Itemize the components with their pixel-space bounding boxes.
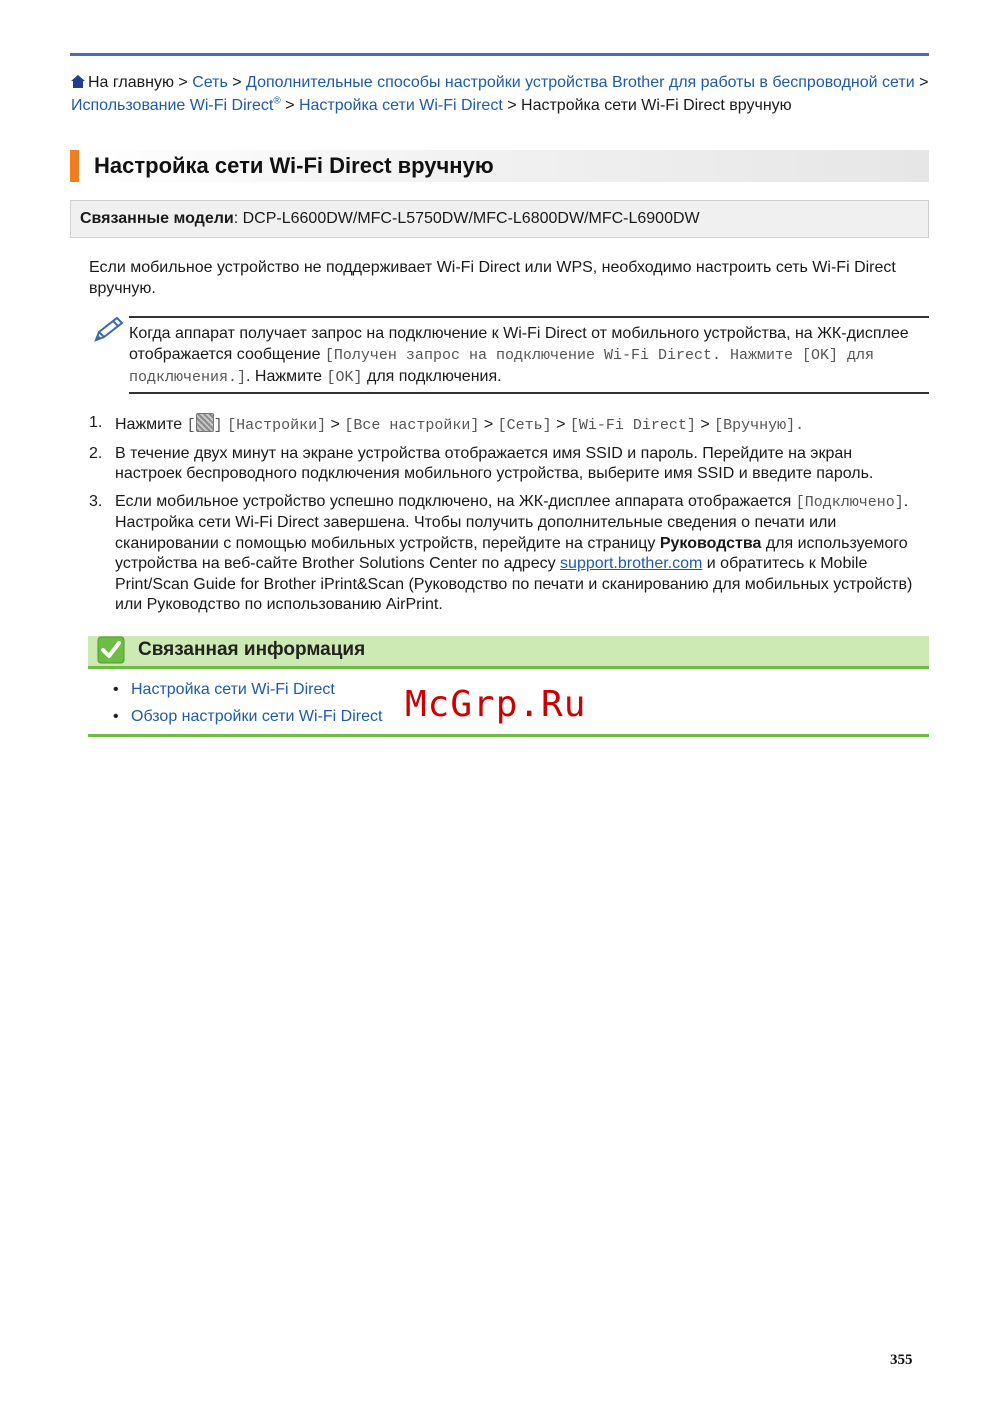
step-3: 3. Если мобильное устройство успешно подключено, на ЖК-дисплее аппарата отображается [Подключено]. Настройка сети Wi-Fi Direct завершена. Чтобы получить дополнительные сведения о печати или сканировании с помощью мобильных устройств, перейдите на страницу Руководства для используемого устройства на веб-сайте Brother Solutions Center по адресу support.brother.com и обратитесь к Mobile Print/Scan Guide for Brother iPrint&Scan (Руководство по печати и сканированию для мобильных устройств) или Руководство по использованию AirPrint. (89, 492, 913, 613)
breadcrumb-home[interactable]: На главную (88, 74, 174, 91)
related-link-wifi-direct-overview[interactable]: Обзор настройки сети Wi-Fi Direct (131, 708, 383, 725)
related-models-box (70, 200, 929, 238)
step-1: 1. Нажмите [ ] [Настройки] > [Все настройки] > [Сеть] > [Wi-Fi Direct] > [Вручную]. (89, 414, 805, 434)
breadcrumb-link-wifi-direct-setup[interactable]: Настройка сети Wi-Fi Direct (298, 97, 503, 114)
page-number: 355 (890, 1352, 913, 1368)
ok-button-label: [OK] (326, 369, 363, 386)
breadcrumb-link-using-wifi-direct[interactable]: Использование Wi-Fi Direct® (71, 95, 281, 114)
menu-network: [Сеть] (497, 417, 552, 434)
title-bar (70, 150, 929, 182)
intro-paragraph: Если мобильное устройство не поддерживает Wi-Fi Direct или WPS, необходимо настроить сеть Wi-Fi Direct вручную. (89, 259, 896, 297)
related-info-title: Связанная информация (138, 639, 366, 660)
menu-settings: [Настройки] (227, 417, 327, 434)
checkmark-icon (97, 636, 125, 664)
watermark: McGrp.Ru (405, 684, 587, 725)
models-label: Связанные модели (80, 210, 234, 227)
page-title: Настройка сети Wi-Fi Direct вручную (94, 153, 494, 178)
connected-status: [Подключено] (795, 493, 904, 511)
lcd-message: [Получен запрос на подключение Wi-Fi Direct. Нажмите [OK] для подключения.] (129, 347, 875, 386)
list-item: • Обзор настройки сети Wi-Fi Direct (113, 708, 383, 725)
related-link-wifi-direct-setup[interactable]: Настройка сети Wi-Fi Direct (131, 681, 335, 698)
top-rule (70, 53, 929, 56)
title-accent (70, 150, 79, 182)
menu-all-settings: [Все настройки] (344, 417, 480, 434)
breadcrumb-current: Настройка сети Wi-Fi Direct вручную (521, 97, 792, 114)
note-text: Когда аппарат получает запрос на подключение к Wi-Fi Direct от мобильного устройства, на ЖК-дисплее отображается сообщение [Получен запрос на подключение Wi-Fi Direct. Нажмите [OK] для подключения.]. Нажмите [OK] для подключения. (129, 325, 909, 386)
menu-manual: [Вручную] (714, 417, 796, 434)
related-info-header (88, 636, 929, 669)
related-info-list (113, 676, 382, 730)
breadcrumb: На главную > Сеть > Дополнительные способы настройки устройства Brother для работы в беспроводной сети > Использование Wi-Fi Direct® > Настройка сети Wi-Fi Direct > Настройка сети Wi-Fi Direct вручную (71, 74, 929, 114)
step-2: 2. В течение двух минут на экране устройства отображается имя SSID и пароль. Перейдите на экран настроек беспроводного подключения мобильного устройства, выберите имя SSID и введите пароль. (89, 444, 874, 482)
note-rule-top (129, 316, 929, 318)
note-block (89, 316, 929, 394)
breadcrumb-link-wireless-methods[interactable]: Дополнительные способы настройки устройства Brother для работы в беспроводной сети (246, 74, 915, 91)
pencil-icon (91, 316, 125, 344)
settings-button-icon (196, 413, 214, 432)
home-icon[interactable] (71, 75, 85, 88)
list-item: • Настройка сети Wi-Fi Direct (113, 681, 335, 698)
models-value: : DCP-L6600DW/MFC-L5750DW/MFC-L6800DW/MFC-L6900DW (233, 210, 700, 227)
note-rule-bottom (129, 392, 929, 394)
steps-list (89, 413, 919, 623)
support-link[interactable]: support.brother.com (560, 555, 703, 572)
related-bottom-rule (88, 734, 929, 737)
menu-wifi-direct: [Wi-Fi Direct] (569, 417, 696, 434)
breadcrumb-link-network[interactable]: Сеть (192, 74, 228, 91)
